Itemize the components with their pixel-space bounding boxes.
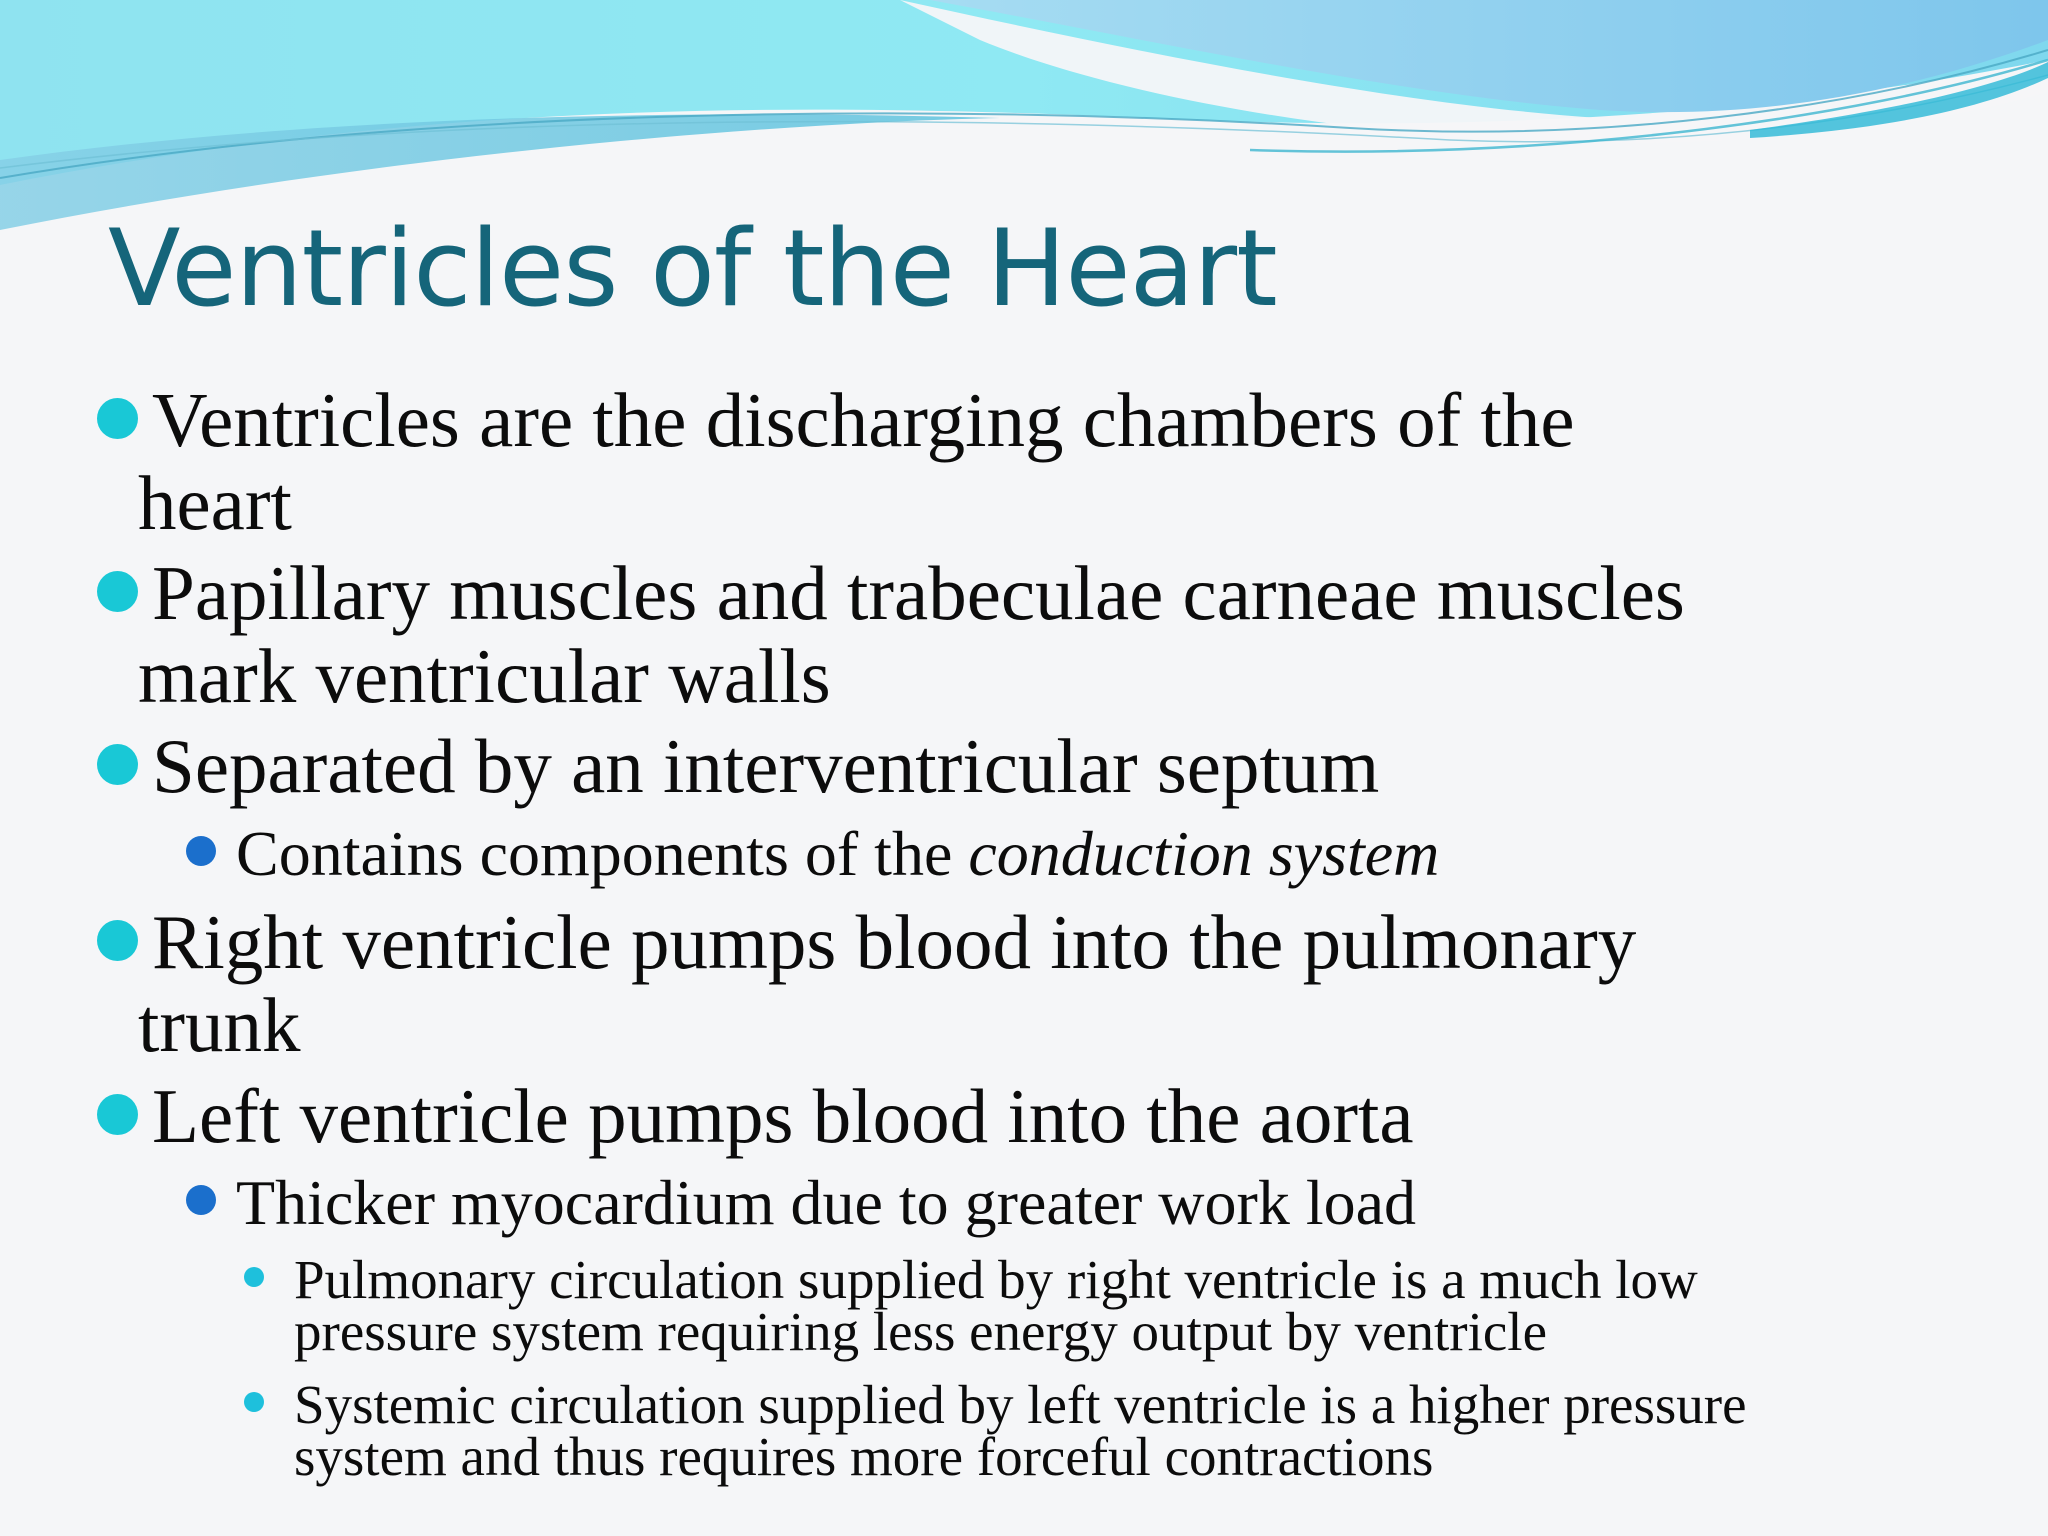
bullet-item (152, 1073, 1414, 1159)
bullet-text-continued: trunk (138, 982, 301, 1068)
sub-sub-bullet-text-continued: system and thus requires more forceful contractions (294, 1426, 1434, 1487)
bullet-text: Left ventricle pumps blood into the aorta (152, 1073, 1414, 1159)
bullet-item (152, 723, 1380, 809)
sub-sub-bullet-text: Systemic circulation supplied by left ventricle is a higher pressure (294, 1374, 1747, 1435)
sub-bullet-text-plain: Contains components of the (236, 818, 969, 889)
sub-bullet-text (236, 818, 1440, 889)
bullet-item (138, 377, 1575, 546)
sub-bullet-dot-icon (186, 836, 216, 866)
bullet-text-continued: mark ventricular walls (138, 633, 831, 719)
bullet-dot-icon (97, 1094, 138, 1135)
slide-title: Ventricles of the Heart (108, 207, 1277, 330)
bullet-text: Right ventricle pumps blood into the pulmonary (152, 899, 1637, 985)
sub-sub-bullet-text: Pulmonary circulation supplied by right ventricle is a much low (294, 1249, 1698, 1310)
sub-bullet-item (236, 1167, 1416, 1238)
bullet-dot-icon (97, 571, 138, 612)
bullet-dot-icon (97, 398, 138, 439)
bullet-text: Papillary muscles and trabeculae carneae muscles (152, 550, 1685, 636)
sub-bullet-item (236, 818, 1440, 889)
sub-sub-bullet-item (294, 1249, 1698, 1362)
sub-sub-bullet-dot-icon (244, 1267, 264, 1287)
sub-sub-bullet-item (294, 1374, 1747, 1487)
sub-sub-bullet-text-continued: pressure system requiring less energy output by ventricle (294, 1301, 1547, 1362)
bullet-dot-icon (97, 920, 138, 961)
bullet-item (138, 899, 1637, 1068)
bullet-dot-icon (97, 744, 138, 785)
bullet-text-continued: heart (138, 460, 292, 546)
bullet-item (138, 550, 1685, 719)
bullet-text: Ventricles are the discharging chambers of the (152, 377, 1575, 463)
bullet-text: Separated by an interventricular septum (152, 723, 1380, 809)
sub-bullet-dot-icon (186, 1185, 216, 1215)
sub-sub-bullet-dot-icon (244, 1392, 264, 1412)
sub-bullet-text: Thicker myocardium due to greater work load (236, 1167, 1416, 1238)
sub-bullet-text-emphasis: conduction system (968, 818, 1440, 889)
